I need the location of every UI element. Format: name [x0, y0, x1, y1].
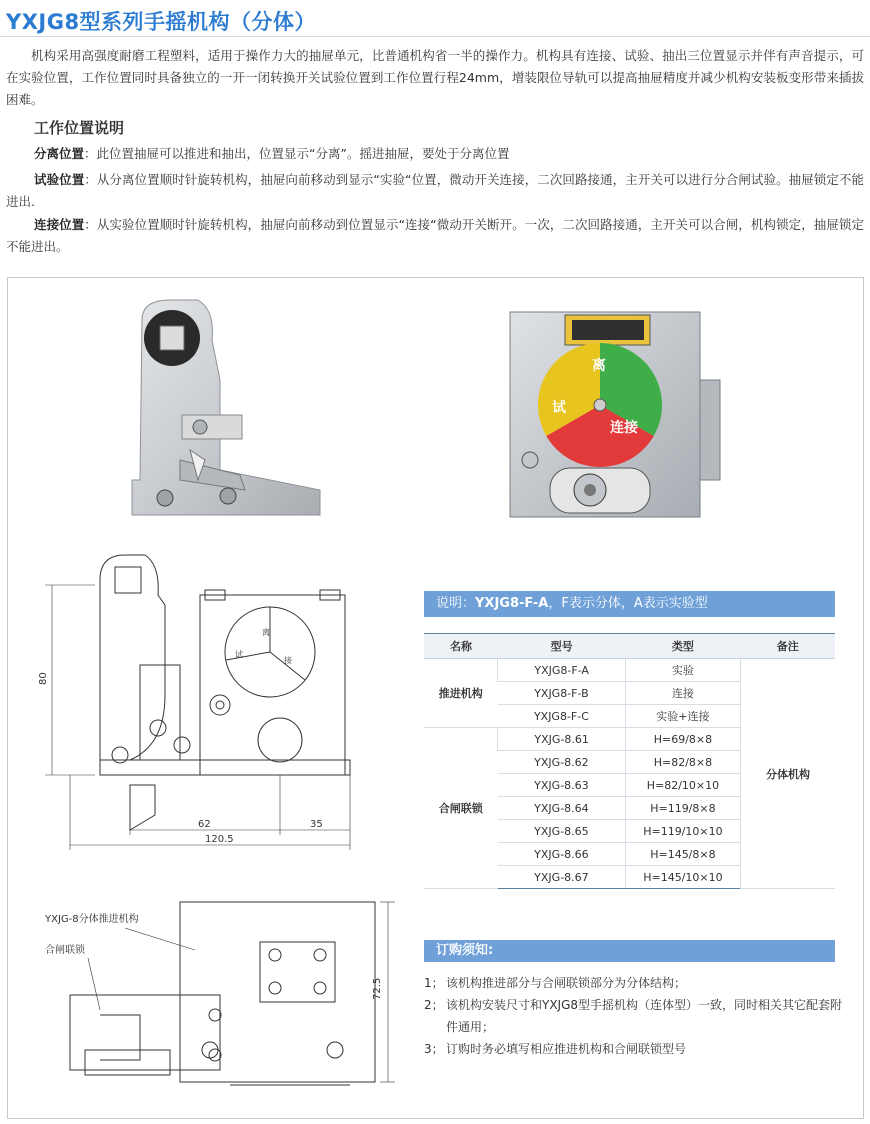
cell-type: H=69/8×8 [625, 728, 740, 751]
label-mechanism: YXJG-8分体推进机构 [45, 914, 139, 925]
list-item [424, 972, 854, 994]
cell-model: YXJG8-F-A [498, 659, 625, 682]
position-test-label: 试验位置 [34, 172, 85, 187]
note-split-mechanism: 分体机构 [740, 659, 835, 889]
dial-label-test: 试 [552, 400, 566, 416]
order-item-number: 3； [424, 1042, 444, 1056]
mechanism-photo-right [490, 290, 740, 530]
position-connect-text: 从实验位置顺时针旋转机构，抽屉向前移动到位置显示“连接“微动开关断开。一次，二次回路接通，主开关可以合闸，机构锁定，抽屉锁定不能进出。 [6, 217, 864, 254]
cell-type: 连接 [625, 682, 740, 705]
cell-model: YXJG8-F-B [498, 682, 625, 705]
dim-height-80: 80 [38, 672, 49, 685]
cell-model: YXJG-8.62 [498, 751, 625, 774]
spec-banner-text2: A表示实验型 [633, 596, 708, 611]
dim-62: 62 [198, 819, 211, 830]
position-separate [6, 143, 864, 165]
position-test-colon: ： [84, 172, 97, 187]
technical-drawing-front [30, 545, 370, 865]
spec-table [424, 633, 835, 889]
table-row [424, 659, 835, 682]
cell-type: H=119/8×8 [625, 797, 740, 820]
cell-type: H=119/10×10 [625, 820, 740, 843]
dim-35: 35 [310, 819, 323, 830]
cell-type: H=82/10×10 [625, 774, 740, 797]
order-item-number: 1； [424, 976, 444, 990]
group-closing-interlock: 合闸联锁 [424, 728, 498, 889]
order-item-text: 该机构安装尺寸和YXJG8型手摇机构（连体型）一致，同时相关其它配套附件通用； [446, 998, 843, 1034]
cell-model: YXJG-8.63 [498, 774, 625, 797]
dial-label-connect: 连接 [610, 420, 638, 436]
header-name: 名称 [424, 634, 498, 659]
dial-label-separate: 离 [592, 358, 606, 374]
list-item [424, 1038, 854, 1060]
position-separate-label: 分离位置 [34, 146, 85, 161]
dim-height-72-5: 72.5 [372, 977, 383, 1000]
header-model: 型号 [498, 634, 625, 659]
cell-type: H=145/8×8 [625, 843, 740, 866]
spec-banner-model: YXJG8-F-A [475, 596, 549, 611]
spec-banner-text1: ，F表示分体， [548, 596, 634, 611]
order-heading: 订购须知: [424, 940, 835, 962]
order-item-text: 该机构推进部分与合闸联锁部分为分体结构； [446, 976, 687, 990]
cell-type: H=145/10×10 [625, 866, 740, 889]
order-item-number: 2； [424, 998, 444, 1012]
list-item [424, 994, 854, 1038]
mechanism-photo-left [120, 290, 330, 530]
cell-model: YXJG-8.64 [498, 797, 625, 820]
intro-paragraph: 机构采用高强度耐磨工程塑料，适用于操作力大的抽屉单元，比普通机构省一半的操作力。机构具有连接、试验、抽出三位置显示并伴有声音提示，可在实验位置，工作位置同时具备独立的一开一闭转换开关试验位置到工作位置行程24mm，增装限位导轨可以提高抽屉精度并减少机构安装板变形带来插拔困难。 [6, 48, 864, 107]
cell-model: YXJG-8.61 [498, 728, 625, 751]
header-type: 类型 [625, 634, 740, 659]
cell-type: 实验+连接 [625, 705, 740, 728]
position-separate-colon: ： [84, 146, 97, 161]
position-test-text: 从分离位置顺时针旋转机构，抽屉向前移动到显示“实验“位置，微动开关连接，二次回路接通，主开关可以进行分合闸试验。抽屉锁定不能进出. [6, 172, 864, 209]
cell-type: 实验 [625, 659, 740, 682]
drawing-dial-label-2: 试 [235, 650, 243, 659]
position-test [6, 169, 864, 213]
cell-model: YXJG-8.66 [498, 843, 625, 866]
order-list [424, 972, 854, 1060]
dim-total-120-5: 120.5 [205, 834, 234, 845]
label-interlock: 合闸联锁 [45, 945, 85, 956]
order-item-text: 订购时务必填写相应推进机构和合闸联锁型号 [446, 1042, 687, 1056]
drawing-dial-label-1: 离 [262, 628, 270, 637]
positions-heading: 工作位置说明 [34, 119, 125, 137]
title-divider [0, 36, 870, 37]
technical-drawing-assembly [30, 890, 400, 1110]
position-connect [6, 214, 864, 258]
spec-banner [424, 591, 835, 617]
cell-type: H=82/8×8 [625, 751, 740, 774]
group-push-mechanism: 推进机构 [424, 659, 498, 728]
position-separate-text: 此位置抽屉可以推进和抽出，位置显示“分离”。摇进抽屉，要处于分离位置 [96, 146, 510, 161]
position-connect-colon: ： [84, 217, 97, 232]
cell-model: YXJG-8.67 [498, 866, 625, 889]
cell-model: YXJG8-F-C [498, 705, 625, 728]
table-header-row [424, 634, 835, 659]
page-title: YXJG8型系列手摇机构（分体） [6, 10, 317, 34]
header-note: 备注 [740, 634, 835, 659]
drawing-dial-label-3: 接 [284, 656, 292, 665]
cell-model: YXJG-8.65 [498, 820, 625, 843]
spec-banner-prefix: 说明： [436, 596, 476, 611]
position-connect-label: 连接位置 [34, 217, 85, 232]
